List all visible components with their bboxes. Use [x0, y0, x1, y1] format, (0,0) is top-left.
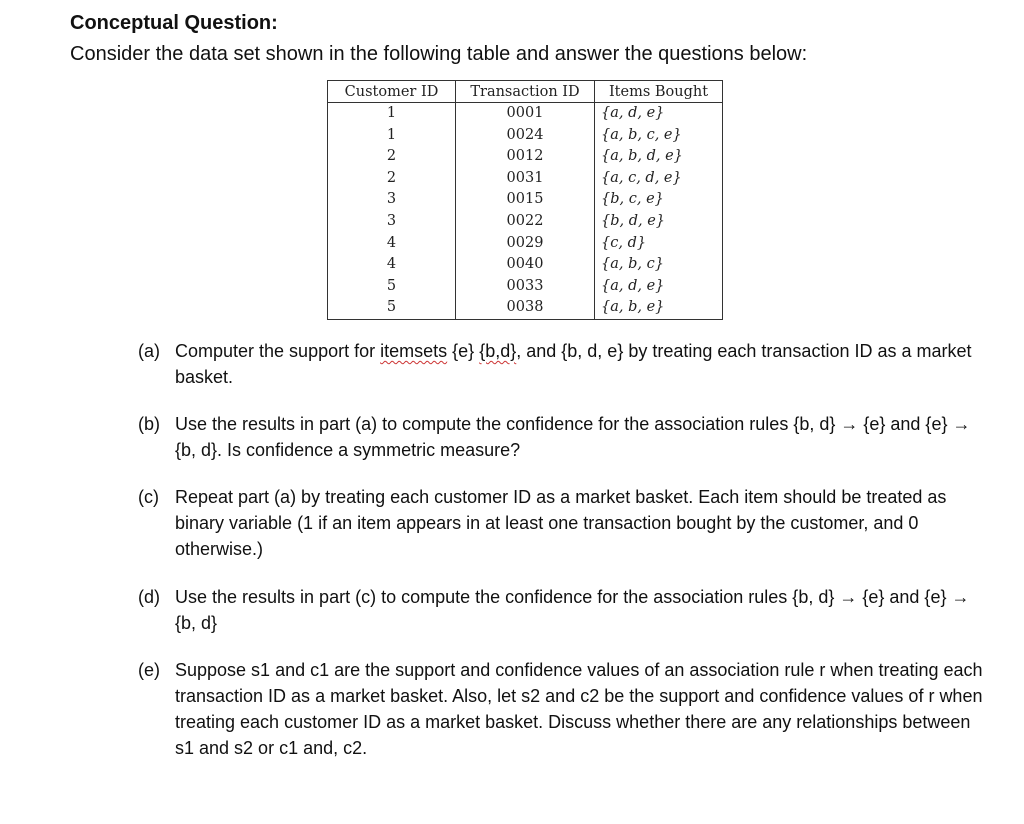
- cell-transaction-id: 0022: [456, 211, 595, 233]
- header-transaction-id: Transaction ID: [456, 81, 595, 103]
- question-c-text: Repeat part (a) by treating each customer ID as a market basket. Each item should be treated as binary variable (1 if an item appears in at least one transaction bought by the customer, and 0 otherwise.): [175, 487, 947, 559]
- cell-items-bought: {c, d}: [595, 233, 723, 255]
- cell-transaction-id: 0040: [456, 254, 595, 276]
- question-a-text: [175, 338, 988, 390]
- header-customer-id: Customer ID: [328, 81, 456, 103]
- question-e-label: (e): [138, 660, 160, 680]
- table-header-row: [328, 81, 723, 103]
- cell-items-bought: {a, b, c, e}: [595, 125, 723, 147]
- transactions-table: [327, 80, 723, 320]
- table-row: [328, 233, 723, 255]
- question-d: [138, 584, 988, 636]
- question-c-label: (c): [138, 487, 159, 507]
- cell-transaction-id: 0001: [456, 103, 595, 125]
- intro-text: Consider the data set shown in the following table and answer the questions below:: [70, 43, 808, 65]
- table-row: [328, 146, 723, 168]
- question-a-label: (a): [138, 341, 160, 361]
- question-e: [138, 657, 988, 761]
- cell-transaction-id: 0033: [456, 276, 595, 298]
- question-b-label: (b): [138, 414, 160, 434]
- cell-items-bought: {a, c, d, e}: [595, 168, 723, 190]
- question-a: [138, 338, 988, 390]
- cell-customer-id: 4: [328, 233, 456, 255]
- cell-customer-id: 5: [328, 297, 456, 319]
- cell-items-bought: {a, d, e}: [595, 276, 723, 298]
- cell-customer-id: 5: [328, 276, 456, 298]
- question-c: [138, 484, 988, 562]
- question-b-text: Use the results in part (a) to compute the confidence for the association rules {b, d} → {e} and {e} → {b, d}. Is confidence a symmetric measure?: [175, 414, 971, 460]
- cell-customer-id: 3: [328, 211, 456, 233]
- cell-customer-id: 4: [328, 254, 456, 276]
- cell-items-bought: {a, d, e}: [595, 103, 723, 125]
- cell-transaction-id: 0031: [456, 168, 595, 190]
- table-row: [328, 189, 723, 211]
- cell-transaction-id: 0038: [456, 297, 595, 319]
- cell-items-bought: {b, d, e}: [595, 211, 723, 233]
- cell-customer-id: 1: [328, 125, 456, 147]
- table-row: [328, 211, 723, 233]
- cell-transaction-id: 0012: [456, 146, 595, 168]
- page-heading: Conceptual Question:: [70, 12, 278, 34]
- cell-items-bought: {a, b, d, e}: [595, 146, 723, 168]
- cell-customer-id: 3: [328, 189, 456, 211]
- table-row: [328, 168, 723, 190]
- table-row: [328, 125, 723, 147]
- question-d-label: (d): [138, 587, 160, 607]
- cell-transaction-id: 0015: [456, 189, 595, 211]
- table-row: [328, 297, 723, 319]
- question-e-text: Suppose s1 and c1 are the support and confidence values of an association rule r when treating each transaction ID as a market basket. Also, let s2 and c2 be the support and confidence values of r when treating each customer ID as a market basket. Discuss whether there are any relationships between s1 and s2 or c1 and, c2.: [175, 660, 983, 758]
- table-row: [328, 103, 723, 125]
- cell-customer-id: 2: [328, 146, 456, 168]
- cell-customer-id: 1: [328, 103, 456, 125]
- question-d-text: Use the results in part (c) to compute the confidence for the association rules {b, d} → {e} and {e} → {b, d}: [175, 587, 970, 633]
- cell-items-bought: {a, b, e}: [595, 297, 723, 319]
- header-items-bought: Items Bought: [595, 81, 723, 103]
- table-row: [328, 276, 723, 298]
- question-a-text-part-1: Computer the support for: [175, 341, 381, 361]
- cell-customer-id: 2: [328, 168, 456, 190]
- question-b: [138, 411, 988, 463]
- cell-transaction-id: 0024: [456, 125, 595, 147]
- spellcheck-word-bd: {b,d}: [479, 341, 517, 361]
- spellcheck-word-itemsets: itemsets: [380, 341, 448, 361]
- table-row: [328, 254, 723, 276]
- question-a-text-part-3: {e}: [447, 341, 480, 361]
- question-a-text-part-5: , and {b, d, e} by treating each transaction ID as a market basket.: [175, 341, 972, 387]
- cell-transaction-id: 0029: [456, 233, 595, 255]
- cell-items-bought: {b, c, e}: [595, 189, 723, 211]
- cell-items-bought: {a, b, c}: [595, 254, 723, 276]
